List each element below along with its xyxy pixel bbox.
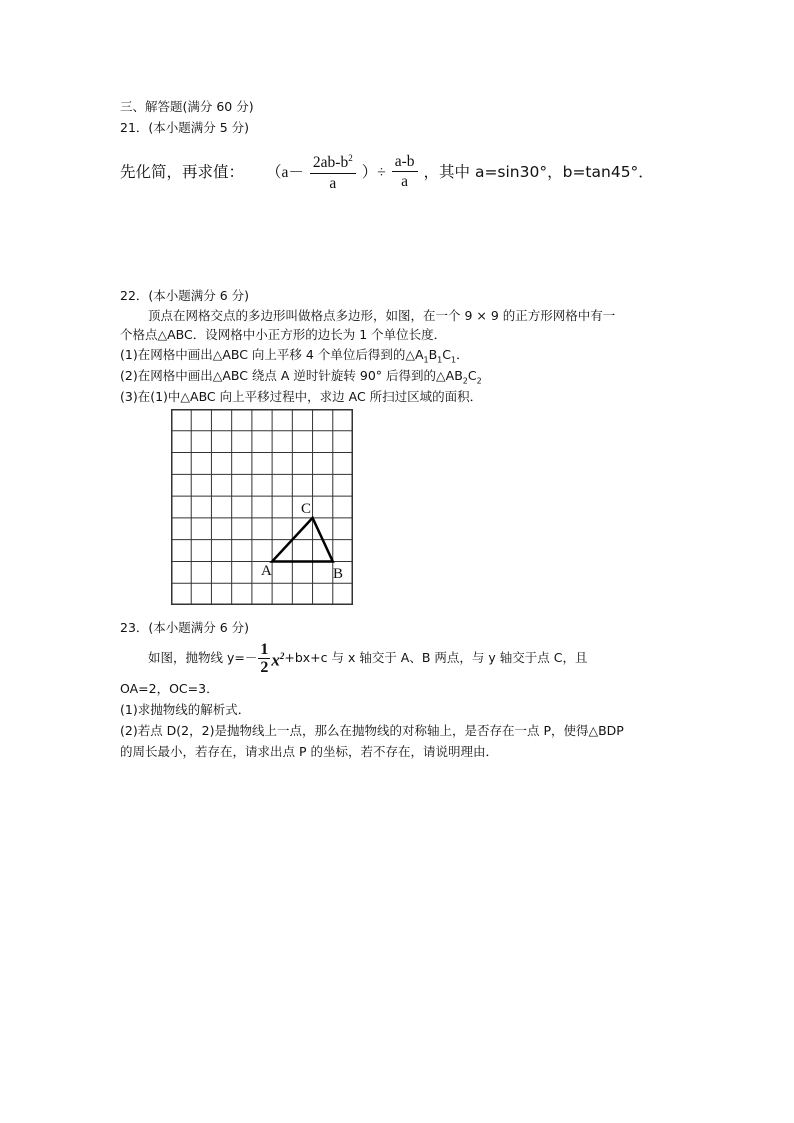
q21-tail: ，其中 a=sin30°，b=tan45°． [423, 163, 654, 181]
label-C: C [301, 501, 312, 517]
q22-header: 22．(本小题满分 6 分) [120, 288, 250, 303]
q21-frac1-den: a [329, 174, 337, 192]
q23-item2b: 的周长最小，若存在，请求出点 P 的坐标，若不存在，请说明理由． [120, 744, 498, 759]
q22-item1: (1)在网格中画出△ABC 向上平移 4 个单位后得到的$\triangle A_1B_1C_1$． [120, 347, 469, 365]
q21-fraction-1 [310, 149, 356, 192]
q22-para1: 顶点在网格交点的多边形叫做格点多边形，如图，在一个 9 × 9 的正方形网格中有一 [148, 308, 616, 323]
q21-frac2-den: a [401, 172, 409, 190]
q23-header: 23．(本小题满分 6 分) [120, 620, 250, 635]
q21-frac1-sup: 2 [348, 153, 353, 164]
q22-item3: (3)在(1)中△ABC 向上平移过程中，求边 AC 所扫过区域的面积． [120, 389, 483, 404]
grid-figure [171, 409, 353, 605]
q23-para1: 如图，抛物线 y=－ 1 2 $x^2$ +bx+c 与 x 轴交于 A、B 两点，与 y 轴交于点 C，且 [148, 640, 588, 676]
q23-line2: OA=2，OC=3． [120, 681, 219, 696]
q23-half-fraction: 1 2 [260, 640, 269, 676]
q23-item1: (1)求抛物线的解析式． [120, 702, 251, 717]
label-A: A [261, 563, 272, 579]
q21-close-div: ）÷ [361, 164, 386, 181]
q21-lead: 先化简，再求值： [120, 163, 245, 181]
q21-expression [120, 146, 654, 196]
q21-fraction-2 [392, 152, 418, 191]
q22-para2: 个格点△ABC．设网格中小正方形的边长为 1 个单位长度． [120, 327, 447, 342]
q21-open: （a－ [266, 164, 304, 181]
section-title: 三、解答题(满分 60 分) [120, 99, 254, 114]
q21-header: 21．(本小题满分 5 分) [120, 120, 250, 135]
q23-item2a: (2)若点 D(2，2)是抛物线上一点，那么在抛物线的对称轴上，是否存在一点 P，使得△BDP [120, 723, 624, 738]
q21-frac2-num: a-b [392, 152, 418, 172]
q21-frac1-num: 2ab-b [312, 154, 349, 172]
label-B: B [333, 566, 344, 582]
q22-item2: (2)在网格中画出△ABC 绕点 A 逆时针旋转 90° 后得到的$\triangle AB_2C_2$ [120, 368, 482, 386]
